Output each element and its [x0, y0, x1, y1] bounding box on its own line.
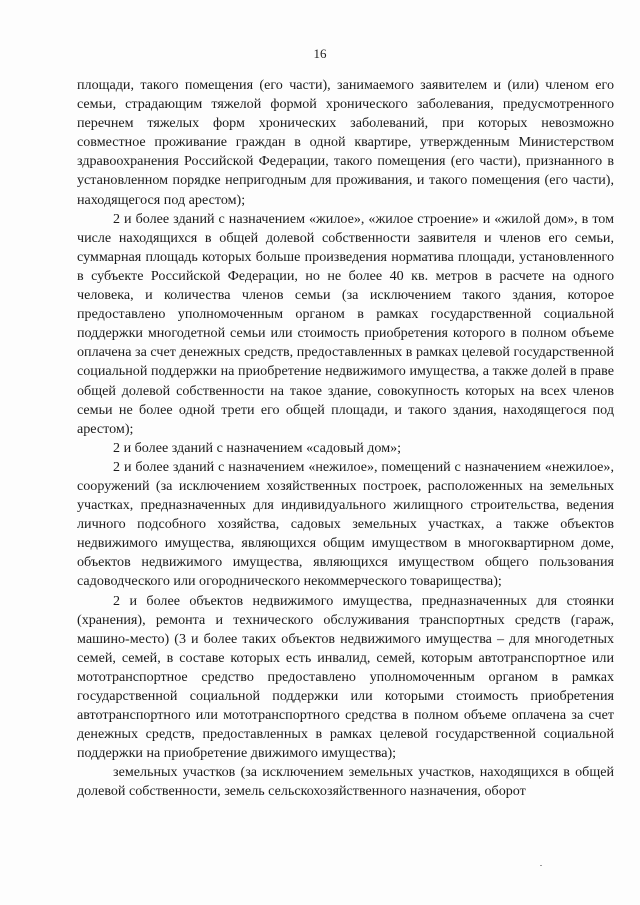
paragraph-continuation: площади, такого помещения (его части), занимаемого заявителем и (или) членом его семьи, страдающим тяжелой формой хронического заболевания, предусмотренного перечнем тяжелых форм хронических заболеваний, при которых невозможно совместное проживание граждан в одной квартире, утвержденным Министерством здравоохранения Российской Федерации, такого помещения (его части), признанного в установленном порядке непригодным для проживания, и такого помещения (его части), находящегося под арестом); — [77, 77, 614, 208]
paragraph-garden-houses: 2 и более зданий с назначением «садовый дом»; — [113, 439, 402, 456]
page-number: 16 — [313, 46, 327, 61]
paragraph-residential-buildings: 2 и более зданий с назначением «жилое», «жилое строение» и «жилой дом», в том числе находящихся в общей долевой собственности заявителя и членов его семьи, суммарная площадь которых больше произведения норматива площади, установленного в субъекте Российской Федерации, но не более 40 кв. метров в расчете на одного человека, и количества членов семьи (за исключением такого здания, которое предоставлено уполномоченным органом в рамках государственной социальной поддержки многодетной семьи или стоимость приобретения которого в полном объеме оплачена за счет денежных средств, предоставленных в рамках целевой государственной социальной поддержки на приобретение недвижимого имущества, а также долей в праве общей долевой собственности на такое здание, совокупность которых на всех членов семьи не более одной трети его общей площади, и такого здания, находящегося под арестом); — [77, 210, 614, 437]
paragraph-garages: 2 и более объектов недвижимого имущества, предназначенных для стоянки (хранения), ремонта и технического обслуживания транспортных средств (гараж, машино-место) (3 и более таких объектов недвижимого имущества – для многодетных семей, семей, в составе которых есть инвалид, семей, которым автотранспортное или мототранспортное средство предоставлено уполномоченным органом в рамках государственной социальной поддержки или которыми стоимость приобретения автотранспортного или мототранспортного средства в полном объеме оплачена за счет денежных средств, предоставленных в рамках целевой государственной социальной поддержки на приобретение движимого имущества); — [77, 592, 614, 762]
body-text — [77, 76, 614, 802]
paragraph-nonresidential-buildings: 2 и более зданий с назначением «нежилое», помещений с назначением «нежилое», сооружений (за исключением хозяйственных построек, расположенных на земельных участках, предназначенных для индивидуального жилищного строительства, ведения личного подсобного хозяйства, садовых земельных участках, а также объектов недвижимого имущества, являющихся общим имуществом в многоквартирном доме, объектов недвижимого имущества, являющихся имуществом общего пользования садоводческого или огороднического некоммерческого товарищества); — [77, 458, 614, 590]
scan-speck — [540, 865, 542, 866]
paragraph-land-plots: земельных участков (за исключением земельных участков, находящихся в общей долевой собственности, земель сельскохозяйственного назначения, оборот — [77, 764, 614, 800]
